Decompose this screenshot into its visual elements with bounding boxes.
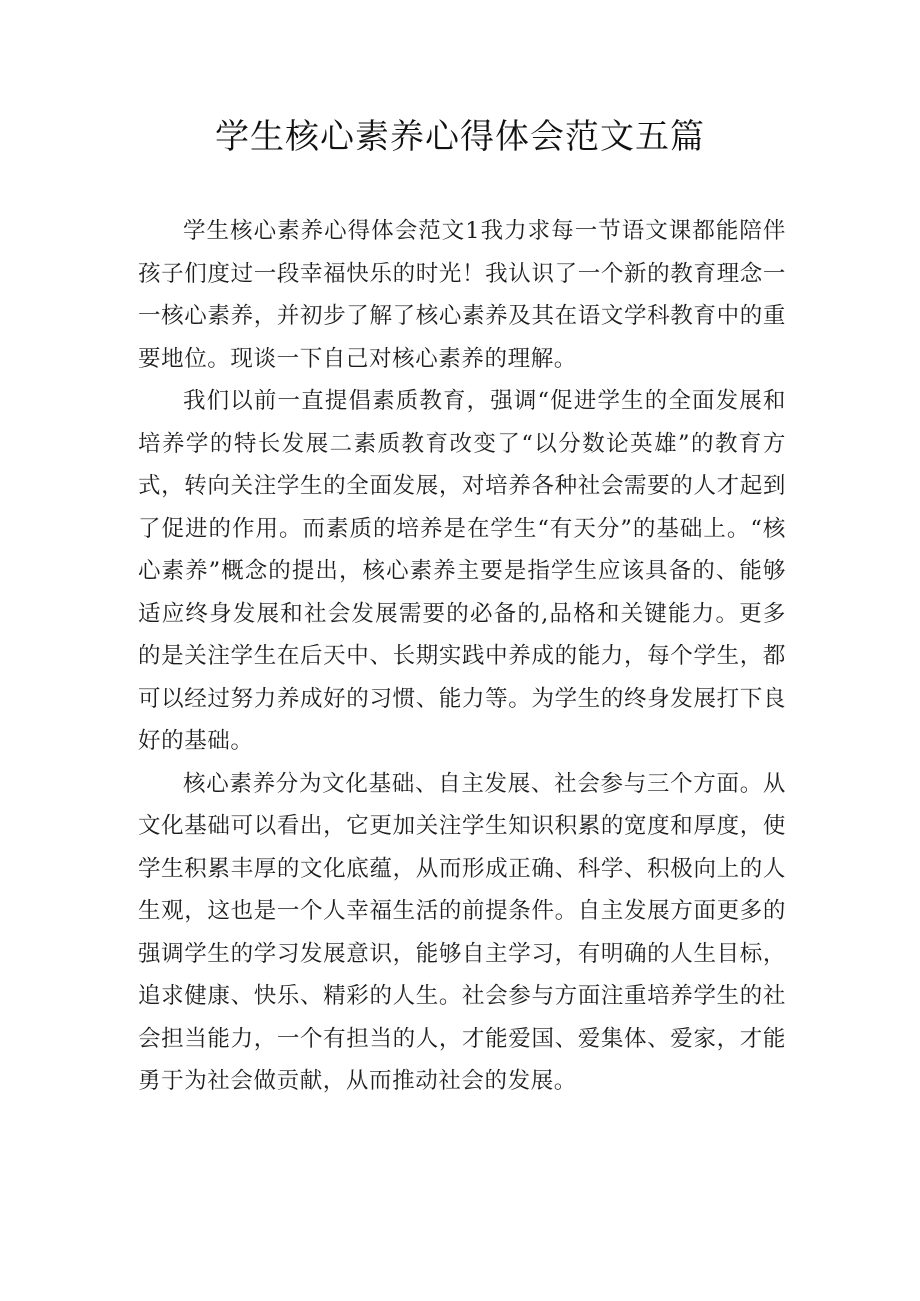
paragraph-1: 学生核心素养心得体会范文1我力求每一节语文课都能陪伴孩子们度过一段幸福快乐的时光！我认识了一个新的教育理念一一核心素养，并初步了解了核心素养及其在语文学科教育中的重要地位。现谈一下自己对核心素养的理解。 (138, 218, 786, 372)
paragraph-2: 我们以前一直提倡素质教育，强调“促进学生的全面发展和培养学的特长发展二素质教育改变了“以分数论英雄”的教育方式，转向关注学生的全面发展，对培养各种社会需要的人才起到了促进的作用。而素质的培养是在学生“有天分”的基础上。“核心素养”概念的提出，核心素养主要是指学生应该具备的、能够适应终身发展和社会发展需要的必备的,品格和关键能力。更多的是关注学生在后天中、长期实践中养成的能力，每个学生，都可以经过努力养成好的习惯、能力等。为学生的终身发展打下良好的基础。 (138, 388, 786, 754)
paragraph-3: 核心素养分为文化基础、自主发展、社会参与三个方面。从文化基础可以看出，它更加关注学生知识积累的宽度和厚度，使学生积累丰厚的文化底蕴，从而形成正确、科学、积极向上的人生观，这也是一个人幸福生活的前提条件。自主发展方面更多的强调学生的学习发展意识，能够自主学习，有明确的人生目标，追求健康、快乐、精彩的人生。社会参与方面注重培养学生的社会担当能力，一个有担当的人，才能爱国、爱集体、爱家，才能勇于为社会做贡献，从而推动社会的发展。 (138, 770, 786, 1094)
document-title: 学生核心素养心得体会范文五篇 (215, 117, 705, 157)
document-body (138, 210, 786, 1103)
